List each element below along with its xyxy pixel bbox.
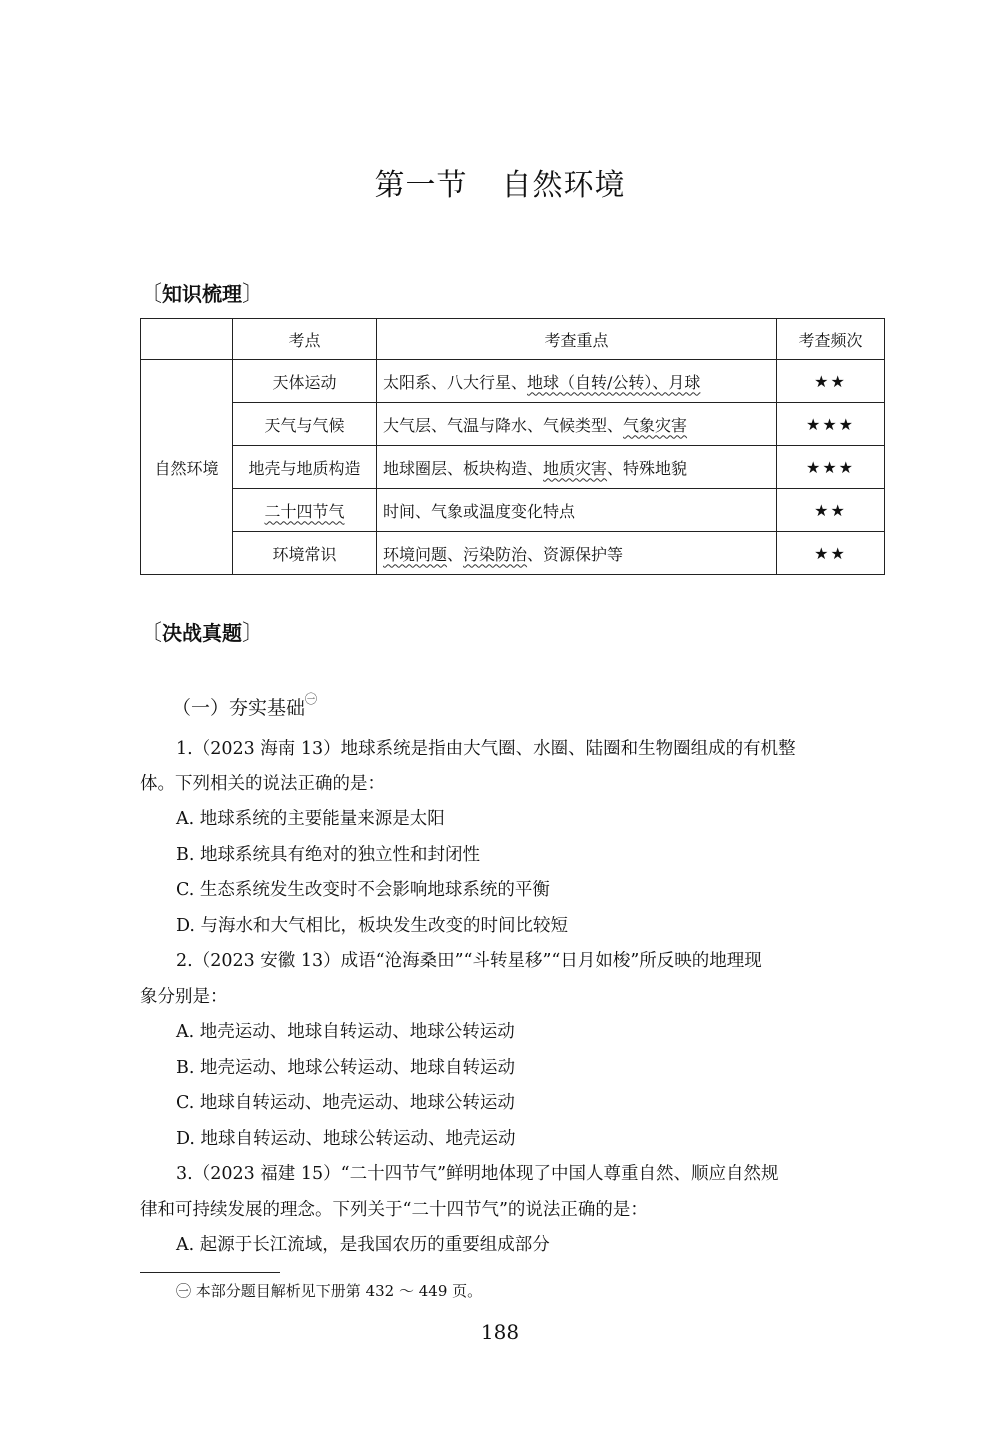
question-1-option-a: A. 地球系统的主要能量来源是太阳 (176, 809, 445, 829)
question-1-stem: 1.（2023 海南 13）地球系统是指由大气圈、水圈、陆圈和生物圈组成的有机整 (176, 739, 796, 759)
table-row (141, 489, 885, 532)
frequency-stars: ★★ (777, 360, 885, 403)
section-heading-knowledge: 〔知识梳理〕 (140, 282, 265, 307)
frequency-stars: ★★★ (777, 403, 885, 446)
table-row (141, 446, 885, 489)
table-row (141, 403, 885, 446)
point-cell: 天气与气候 (233, 403, 377, 446)
title-section-name: 自然环境 (501, 168, 626, 203)
point-cell: 地壳与地质构造 (233, 446, 377, 489)
page-title (0, 160, 1000, 204)
question-3-option-a: A. 起源于长江流域，是我国农历的重要组成部分 (176, 1235, 550, 1255)
focus-cell: 地球圈层、板块构造、地质灾害、特殊地貌 (377, 446, 777, 489)
question-1-option-c: C. 生态系统发生改变时不会影响地球系统的平衡 (176, 880, 550, 900)
focus-cell: 时间、气象或温度变化特点 (377, 489, 777, 532)
question-3-stem: 3.（2023 福建 15）“二十四节气”鲜明地体现了中国人尊重自然、顺应自然规 (176, 1164, 779, 1184)
table-header-row (141, 319, 885, 360)
question-1-stem-cont: 体。下列相关的说法正确的是： (140, 774, 385, 794)
title-section-number: 第一节 (374, 168, 468, 203)
table-row (141, 360, 885, 403)
point-cell: 天体运动 (233, 360, 377, 403)
frequency-stars: ★★★ (777, 446, 885, 489)
question-1-option-d: D. 与海水和大气相比，板块发生改变的时间比较短 (176, 916, 569, 936)
question-1-option-b: B. 地球系统具有绝对的独立性和封闭性 (176, 845, 480, 865)
question-2-stem-cont: 象分别是： (140, 987, 228, 1007)
footnote (176, 1280, 482, 1301)
subsection-heading: （一）夯实基础$^㊀$ (172, 691, 318, 719)
frequency-stars: ★★ (777, 532, 885, 575)
section-heading-exam: 〔决战真题〕 (140, 621, 265, 646)
focus-cell: 大气层、气温与降水、气候类型、气象灾害 (377, 403, 777, 446)
header-point: 考点 (233, 319, 377, 360)
header-frequency: 考查频次 (777, 319, 885, 360)
question-2-option-b: B. 地壳运动、地球公转运动、地球自转运动 (176, 1058, 515, 1078)
footnote-mark-icon: ㊀ (176, 1282, 192, 1300)
table-row (141, 532, 885, 575)
knowledge-table (140, 318, 885, 575)
focus-cell: 太阳系、八大行星、地球（自转/公转）、月球 (377, 360, 777, 403)
footnote-divider (140, 1272, 280, 1273)
question-2-option-d: D. 地球自转运动、地球公转运动、地壳运动 (176, 1129, 516, 1149)
question-3-stem-cont: 律和可持续发展的理念。下列关于“二十四节气”的说法正确的是： (140, 1200, 648, 1220)
footnote-mark-icon: ㊀ (305, 691, 318, 706)
page-number: 188 (480, 1320, 520, 1344)
question-2-option-c: C. 地球自转运动、地壳运动、地球公转运动 (176, 1093, 515, 1113)
frequency-stars: ★★ (777, 489, 885, 532)
point-cell: 二十四节气 (233, 489, 377, 532)
point-cell: 环境常识 (233, 532, 377, 575)
footnote-text: 本部分题目解析见下册第 432 ～ 449 页。 (195, 1282, 483, 1300)
focus-cell: 环境问题、污染防治、资源保护等 (377, 532, 777, 575)
header-focus: 考查重点 (377, 319, 777, 360)
question-2-stem: 2.（2023 安徽 13）成语“沧海桑田”“斗转星移”“日月如梭”所反映的地理现 (176, 951, 762, 971)
question-2-option-a: A. 地壳运动、地球自转运动、地球公转运动 (176, 1022, 515, 1042)
category-cell: 自然环境 (141, 360, 233, 575)
